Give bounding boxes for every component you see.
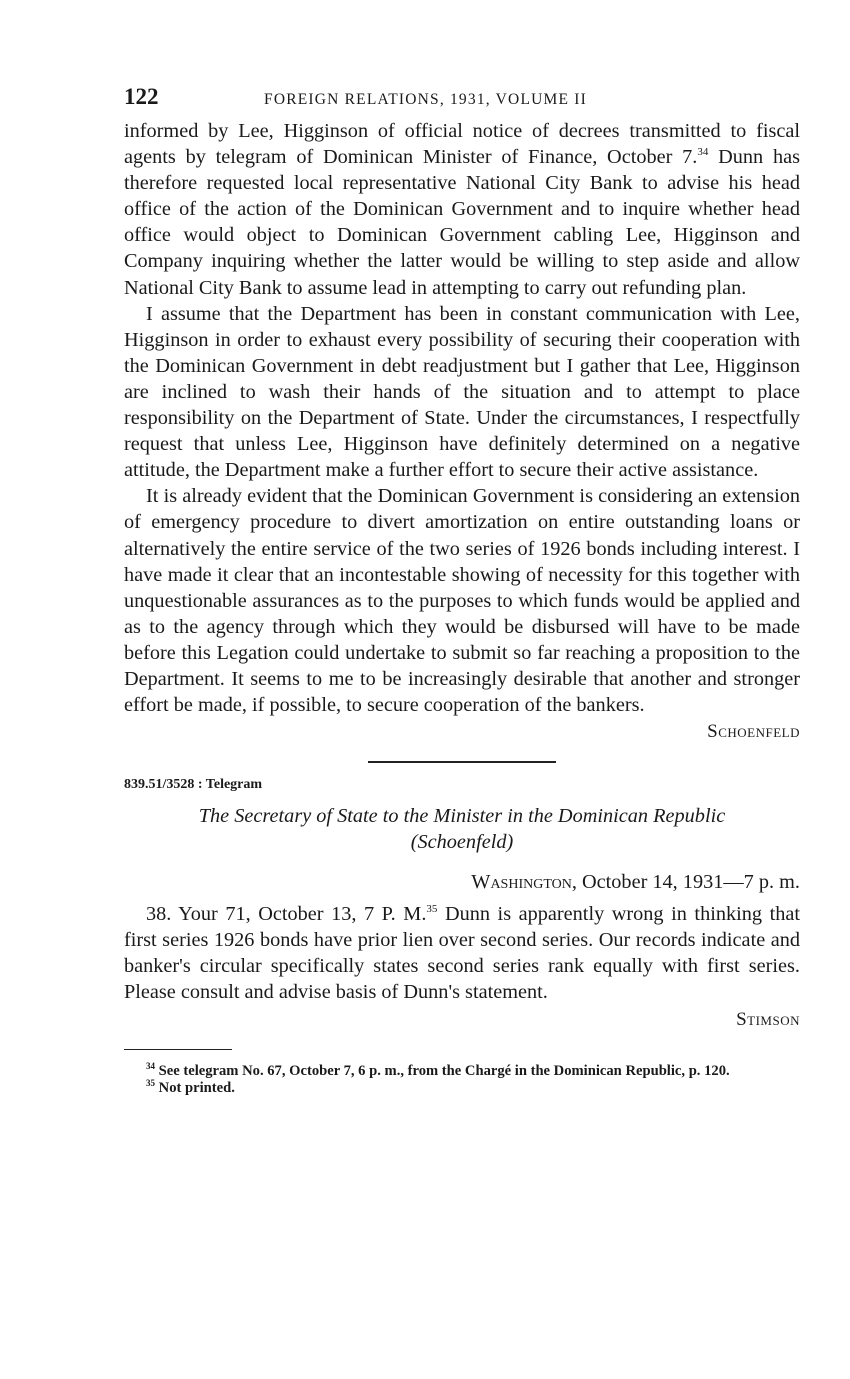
- letter-signature: Schoenfeld: [707, 721, 800, 743]
- page-number: 122: [124, 84, 159, 109]
- footnote-ref-34: 34: [697, 146, 709, 159]
- section-divider: [368, 761, 556, 763]
- document-page: [124, 84, 800, 1097]
- telegram-title: [124, 803, 800, 855]
- footnotes: [124, 1060, 800, 1097]
- telegram-title-line-1: The Secretary of State to the Minister in the Dominican Republic: [198, 805, 726, 828]
- footnote-ref-35: 35: [426, 903, 438, 916]
- running-head: [124, 84, 800, 118]
- footnote-34: [124, 1060, 800, 1080]
- telegram-title-line-2: (Schoenfeld): [410, 831, 514, 854]
- paragraph-text-continued: Dunn has therefore requested local representative National City Bank to advise his head office of the action of the Dominican Government and to inquire whether head office would object to Dominican Government cabling Lee, Higginson and Company inquiring whether the latter would be willing to step aside and allow National City Bank to assume lead in attempting to carry out refunding plan.: [124, 146, 800, 299]
- dateline-place: Washington: [471, 871, 572, 894]
- telegram-dateline: [124, 871, 800, 901]
- footnote-mark: 35: [146, 1077, 155, 1088]
- paragraph-text: informed by Lee, Higginson of official notice of decrees transmitted to fiscal agents by telegram of Dominican Minister of Finance, October 7.: [124, 120, 800, 169]
- letter-paragraph-3: It is already evident that the Dominican Government is considering an extension of emergency procedure to divert amortization on entire outstanding loans or alternatively the entire service of the two series of 1926 bonds including interest. I have made it clear that an incontestable showing of necessity for this together with unquestionable assurances as to the purposes to which funds would be applied and as to the agency through which they would be disbursed will have to be made before this Legation could undertake to submit so far reaching a proposition to the Department. It seems to me to be increasingly desirable that another and stronger effort be made, if possible, to secure cooperation of the bankers.: [124, 485, 800, 717]
- footnote-mark: 34: [146, 1060, 155, 1071]
- footnote-text: See telegram No. 67, October 7, 6 p. m., from the Chargé in the Dominican Republic, p. 120.: [155, 1062, 730, 1079]
- telegram-signature: Stimson: [736, 1008, 800, 1030]
- telegram-text: 38. Your 71, October 13, 7 P. M.: [146, 903, 427, 926]
- letter-paragraph-2: I assume that the Department has been in constant communication with Lee, Higginson in order to exhaust every possibility of securing their cooperation with the Dominican Government in debt readjustment but I gather that Lee, Higginson are inclined to wash their hands of the situation and to attempt to place responsibility on the Department of State. Under the circumstances, I respectfully request that unless Lee, Higginson have definitely determined on a negative attitude, the Department make a further effort to secure their active assistance.: [124, 302, 800, 482]
- telegram-body: [124, 901, 800, 1005]
- footnote-rule: [124, 1049, 232, 1050]
- telegram-text-continued: Dunn is apparently wrong in thinking that first series 1926 bonds have prior lien over second series. Our records indicate and banker's circular specifically states second series rank equally with first series. Please consult and advise basis of Dunn's statement.: [124, 903, 800, 1004]
- letter-paragraph-1: [124, 118, 800, 301]
- file-reference: 839.51/3528 : Telegram: [124, 777, 263, 793]
- footnote-text: Not printed.: [155, 1079, 235, 1096]
- footnote-35: [124, 1077, 800, 1097]
- running-title: FOREIGN RELATIONS, 1931, VOLUME II: [264, 91, 587, 108]
- dateline-date: , October 14, 1931—7 p. m.: [571, 871, 800, 894]
